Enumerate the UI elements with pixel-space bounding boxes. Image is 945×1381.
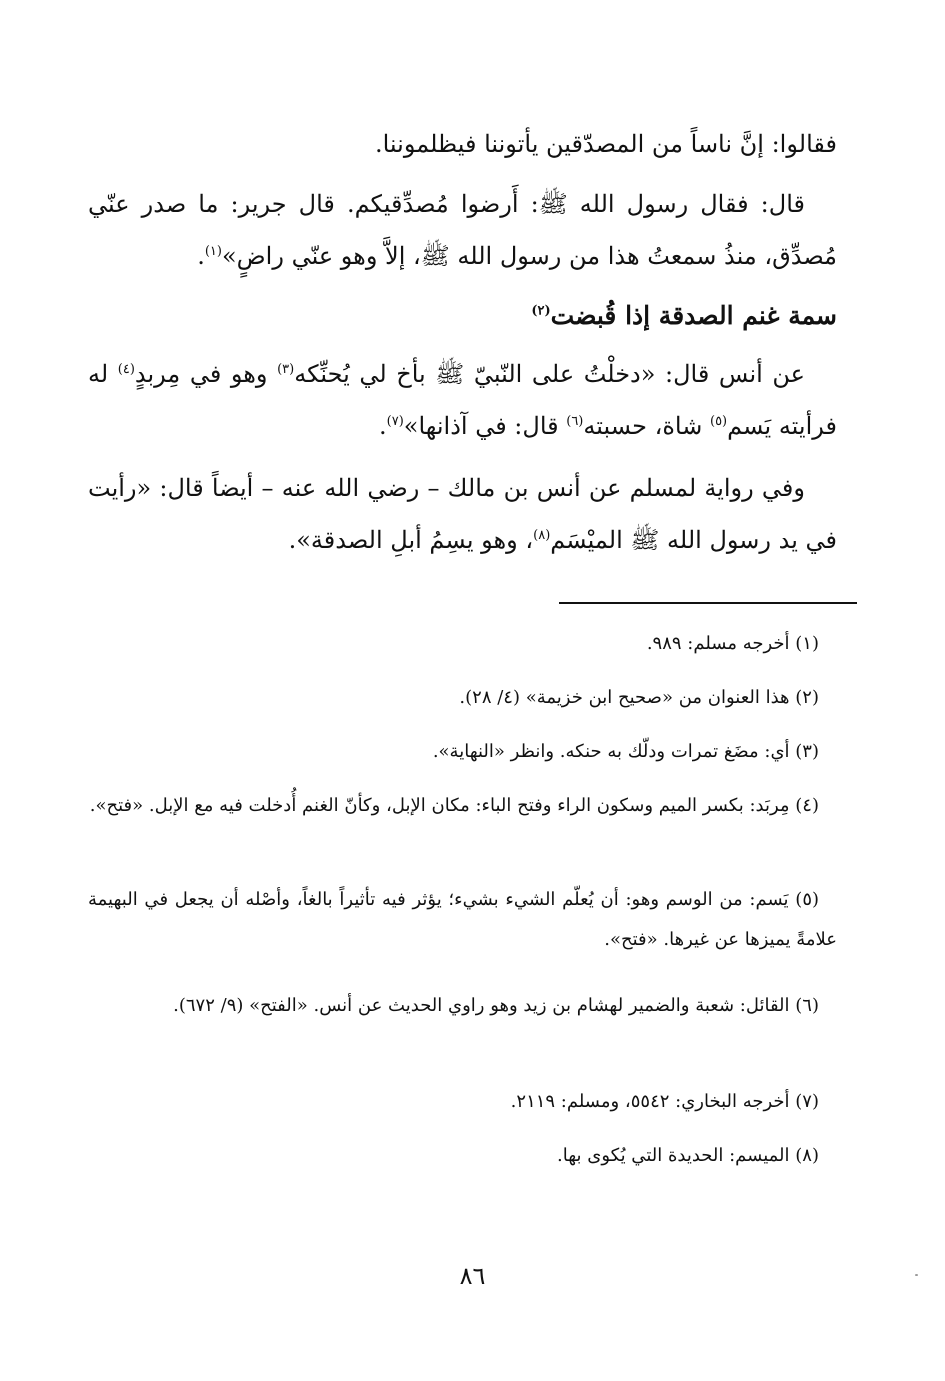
- paragraph-2: [88, 178, 837, 282]
- paragraph-3-text-b: وهو في مِربدٍ: [134, 360, 278, 388]
- scan-speck: [915, 1274, 918, 1276]
- paragraph-3-text-e: قال: في آذانها»: [403, 412, 567, 440]
- paragraph-3-text-d: شاة، حسبته: [583, 412, 710, 440]
- footnote-8: (٨) الميسم: الحديدة التي يُكوى بها.: [557, 1145, 819, 1166]
- footnote-3: (٣) أي: مضَغ تمرات ودلّك به حنكه. وانظر «النهاية».: [432, 741, 819, 762]
- footnote-ref-3: (٣): [277, 362, 295, 377]
- footnote-ref-1: (١): [204, 244, 222, 259]
- paragraph-4: [88, 462, 837, 566]
- footnote-ref-5: (٥): [709, 414, 728, 429]
- footnote-1: (١) أخرجه مسلم: ٩٨٩.: [646, 633, 819, 654]
- footnote-5: (٥) يَسم: من الوسم وهو: أن يُعلّم الشيء بشيء؛ يؤثر فيه تأثيراً بالغاً، وأصْله أن يجعل في البهيمة علامةً يميزها عن غيرها. «فتح».: [88, 889, 837, 950]
- footnote-6: (٦) القائل: شعبة والضمير لهشام بن زيد وهو راوي الحديث عن أنس. «الفتح» (٩/ ٦٧٢).: [173, 995, 819, 1016]
- paragraph-3-text-a: عن أنس قال: «دخلْتُ على النّبيّ ﷺ بأخ لي يُحنِّكه: [294, 360, 805, 388]
- paragraph-4-text-b: ، وهو يسِمُ أبلِ الصدقة».: [288, 526, 534, 554]
- footnote-ref-4: (٤): [117, 362, 135, 377]
- page-number: ٨٦: [459, 1262, 486, 1290]
- paragraph-2-text: قال: فقال رسول الله ﷺ: أَرضوا مُصدِّقيكم. قال جرير: ما صدر عنّي مُصدِّق، منذُ سمعتُ هذا من رسول الله ﷺ، إلاَّ وهو عنّي راضٍ»: [88, 190, 837, 270]
- main-text: [88, 118, 837, 566]
- footnote-ref-7: (٧): [386, 414, 404, 429]
- paragraph-2-end: .: [197, 242, 205, 270]
- footnote-7: (٧) أخرجه البخاري: ٥٥٤٢، ومسلم: ٢١١٩.: [510, 1091, 819, 1112]
- footnote-4: (٤) مِربَد: بكسر الميم وسكون الراء وفتح الباء: مكان الإبل، وكأنّ الغنم أُدخلت فيه مع الإبل. «فتح».: [89, 795, 819, 816]
- footnote-separator: [559, 602, 857, 604]
- section-heading: [88, 296, 837, 336]
- paragraph-4-text-a: وفي رواية لمسلم عن أنس بن مالك – رضي الله عنه – أيضاً قال: «رأيت في يد رسول الله ﷺ الميْسَم: [88, 474, 837, 554]
- paragraph-3-text-c: له فرأيته يَسم: [88, 360, 837, 440]
- footnote-ref-6: (٦): [566, 414, 584, 429]
- section-heading-text: سمة غنم الصدقة إذا قُبضت: [550, 301, 837, 330]
- paragraph-3-end: .: [379, 412, 387, 440]
- paragraph-1: فقالوا: إنَّ ناساً من المصدّقين يأتوننا فيظلموننا.: [374, 130, 837, 158]
- footnote-2: (٢) هذا العنوان من «صحيح ابن خزيمة» (٤/ ٢٨).: [459, 687, 819, 708]
- footnote-ref-2: (٢): [531, 303, 551, 319]
- footnote-ref-8: (٨): [533, 528, 551, 543]
- paragraph-3: [88, 348, 837, 452]
